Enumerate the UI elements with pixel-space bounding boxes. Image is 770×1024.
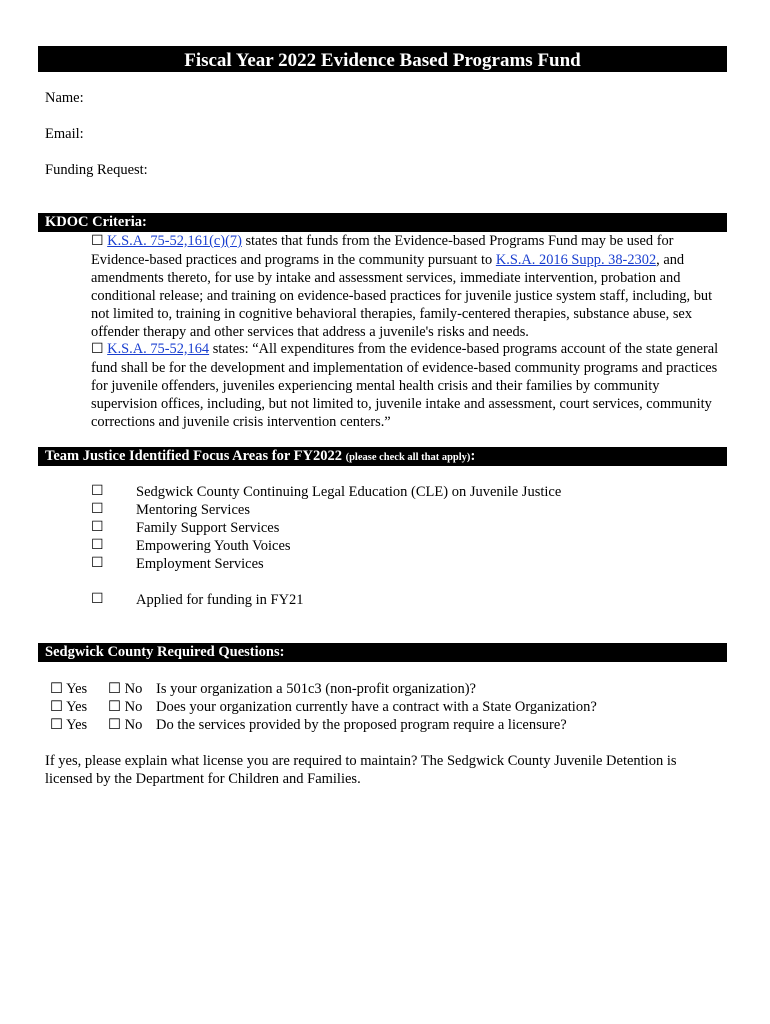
name-field-label: Name: xyxy=(45,90,84,106)
focus-item-checkbox[interactable]: ☐ xyxy=(91,484,104,499)
yes-checkbox[interactable]: ☐ Yes xyxy=(50,699,88,715)
question-text: Is your organization a 501c3 (non-profit organization)? xyxy=(156,681,476,697)
no-checkbox[interactable]: ☐ No xyxy=(108,681,143,697)
focus-item-checkbox[interactable]: ☐ xyxy=(91,538,104,553)
focus-areas-header xyxy=(38,447,727,466)
ksa-75-52164-link[interactable]: K.S.A. 75-52,164 xyxy=(107,341,210,357)
ksa-75-52161-link[interactable]: K.S.A. 75-52,161(c)(7) xyxy=(107,233,242,249)
focus-item-checkbox[interactable]: ☐ xyxy=(91,556,104,571)
license-explanation: If yes, please explain what license you are required to maintain? The Sedgwick County Juvenile Detention is licensed by the Department for Children and Families. xyxy=(45,753,677,787)
kdoc-criterion-1 xyxy=(91,232,721,341)
focus-item-label: Mentoring Services xyxy=(136,502,250,518)
kdoc-criterion-2-text: states: “All expenditures from the evidence-based programs account of the state general fund shall be for the development and implementation of evidence-based community programs and practices for juvenile offenders, juveniles experiencing mental health crisis and their families by community supervision offices, including, but not limited to, juvenile intake and assessment, court services, community corrections and juvenile crisis intervention centers.” xyxy=(91,341,719,430)
yes-checkbox[interactable]: ☐ Yes xyxy=(50,681,88,697)
question-text: Does your organization currently have a contract with a State Organization? xyxy=(156,699,597,715)
focus-item-label: Employment Services xyxy=(136,556,264,572)
kdoc-criterion-1-text-b: , and amendments thereto, for use by intake and assessment services, immediate intervention, probation and conditional release; and training on evidence-based practices for juvenile justice system staff, including, but not limited to, training in cognitive behavioral therapies, family-centered therapies, substance abuse, sex offender therapy and other services that address a juvenile's risks and needs. xyxy=(91,252,713,340)
focus-item-checkbox[interactable]: ☐ xyxy=(91,502,104,517)
focus-item-label: Empowering Youth Voices xyxy=(136,538,291,554)
focus-areas-header-title: Team Justice Identified Focus Areas for FY2022 xyxy=(45,448,346,464)
page-title: Fiscal Year 2022 Evidence Based Programs Fund xyxy=(38,46,727,72)
question-text: Do the services provided by the proposed program require a licensure? xyxy=(156,717,567,733)
kdoc-criterion-1-text-a: states that funds from the Evidence-based Programs Fund may be used for Evidence-based practices and programs in the community pursuant to xyxy=(91,233,674,268)
fy21-checkbox[interactable]: ☐ xyxy=(91,592,104,607)
kdoc-criteria-header: KDOC Criteria: xyxy=(38,213,727,232)
yes-checkbox[interactable]: ☐ Yes xyxy=(50,717,88,733)
focus-item-label: Family Support Services xyxy=(136,520,280,536)
focus-item-checkbox[interactable]: ☐ xyxy=(91,520,104,535)
sedgwick-questions-header: Sedgwick County Required Questions: xyxy=(38,643,727,662)
kdoc-criterion-2 xyxy=(91,340,721,431)
focus-item-label: Sedgwick County Continuing Legal Education (CLE) on Juvenile Justice xyxy=(136,484,562,500)
focus-areas-header-colon: : xyxy=(470,448,476,464)
no-checkbox[interactable]: ☐ No xyxy=(108,717,143,733)
kdoc-criterion-2-checkbox[interactable]: ☐ xyxy=(91,342,104,357)
no-checkbox[interactable]: ☐ No xyxy=(108,699,143,715)
email-field-label: Email: xyxy=(45,126,84,142)
kdoc-criterion-1-checkbox[interactable]: ☐ xyxy=(91,234,104,249)
focus-areas-header-note: (please check all that apply) xyxy=(345,452,471,463)
fy21-label: Applied for funding in FY21 xyxy=(136,592,304,608)
funding-request-label: Funding Request: xyxy=(45,162,148,178)
ksa-38-2302-link[interactable]: K.S.A. 2016 Supp. 38-2302 xyxy=(495,252,657,268)
